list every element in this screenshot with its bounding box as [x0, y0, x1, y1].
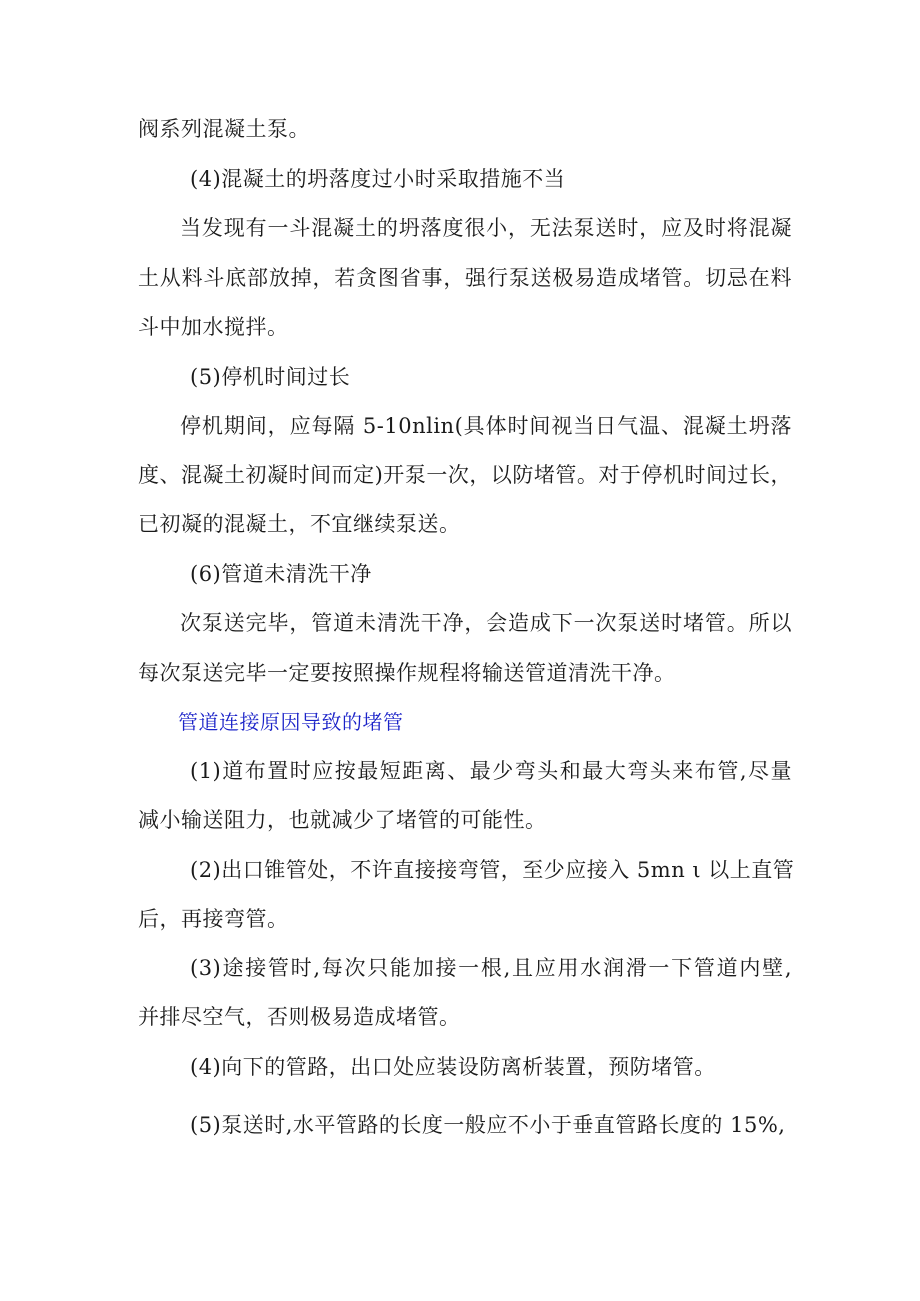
paragraph-line: 斗中加水搅拌。 — [138, 315, 289, 339]
paragraph-line: (2)出口锥管处，不许直接接弯管，至少应接入 5mn ι 以上直管 — [190, 858, 795, 882]
paragraph-line: 并排尽空气，否则极易造成堵管。 — [138, 1005, 461, 1029]
paragraph-line: 当发现有一斗混凝土的坍落度很小，无法泵送时，应及时将混凝 — [180, 216, 792, 240]
section-heading: 管道连接原因导致的堵管 — [178, 710, 404, 734]
paragraph-line: (1)道布置时应按最短距离、最少弯头和最大弯头来布管,尽量 — [190, 759, 792, 783]
paragraph-line: 已初凝的混凝土，不宜继续泵送。 — [138, 512, 461, 536]
paragraph-line: 土从料斗底部放掉，若贪图省事，强行泵送极易造成堵管。切忌在料 — [138, 266, 792, 290]
paragraph-line: 减小输送阻力，也就减少了堵管的可能性。 — [138, 808, 547, 832]
paragraph-line: (3)途接管时,每次只能加接一根,且应用水润滑一下管道内壁, — [190, 956, 792, 980]
paragraph-line: 度、混凝土初凝时间而定)开泵一次，以防堵管。对于停机时间过长， — [138, 463, 792, 487]
paragraph-line: 每次泵送完毕一定要按照操作规程将输送管道清洗干净。 — [138, 661, 676, 685]
paragraph-line: 阀系列混凝土泵。 — [138, 117, 310, 141]
paragraph-line: 停机期间，应每隔 5-10nlin(具体时间视当日气温、混凝土坍落 — [180, 414, 792, 438]
subheading-stop-too-long: (5)停机时间过长 — [190, 365, 351, 389]
subheading-slump-too-small: (4)混凝土的坍落度过小时采取措施不当 — [190, 167, 566, 191]
paragraph-line: 后，再接弯管。 — [138, 907, 289, 931]
paragraph-line: (5)泵送时,水平管路的长度一般应不小于垂直管路长度的 15%, — [190, 1113, 786, 1137]
subheading-pipe-not-cleaned: (6)管道未清洗干净 — [190, 562, 372, 586]
paragraph-line: 次泵送完毕，管道未清洗干净，会造成下一次泵送时堵管。所以 — [180, 611, 792, 635]
paragraph-line: (4)向下的管路，出口处应装设防离析装置，预防堵管。 — [190, 1055, 716, 1079]
